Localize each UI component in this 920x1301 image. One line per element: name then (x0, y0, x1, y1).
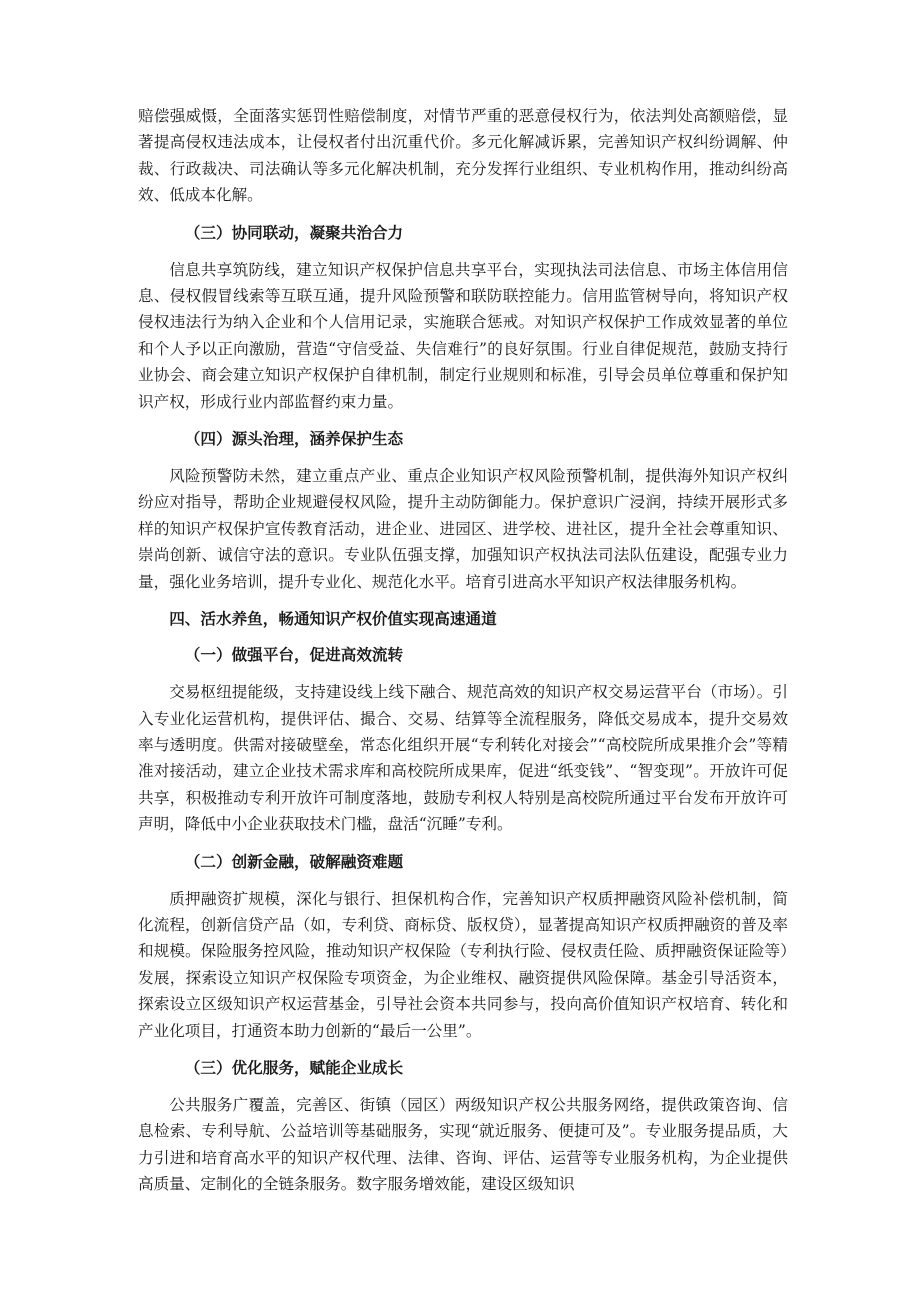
section-heading: （三）协同联动，凝聚共治合力 (184, 223, 404, 242)
section-heading: （三）优化服务，赋能企业成长 (184, 1058, 404, 1077)
section-heading: （一）做强平台，促进高效流转 (184, 646, 404, 665)
paragraph: 信息共享筑防线，建立知识产权保护信息共享平台，实现执法司法信息、市场主体信用信息、侵权假冒线索等互联互通，提升风险预警和联防联控能力。信用监管树导向，将知识产权侵权违法行为纳入企业和个人信用记录，实施联合惩戒。对知识产权保护工作成效显著的单位和个人予以正向激励，营造“守信受益、失信难行”的良好氛围。行业自律促规范，鼓励支持行业协会、商会建立知识产权保护自律机制，制定行业规则和标准，引导会员单位尊重和保护知识产权，形成行业内部监督约束力量。 (138, 260, 788, 411)
section-heading: （二）创新金融，破解融资难题 (184, 852, 404, 871)
paragraph: 公共服务广覆盖，完善区、街镇（园区）两级知识产权公共服务网络，提供政策咨询、信息检索、专利导航、公益培训等基础服务，实现“就近服务、便捷可及”。专业服务提品质，大力引进和培育高水平的知识产权代理、法律、咨询、评估、运营等专业服务机构，为企业提供高质量、定制化的全链条服务。数字服务增效能，建设区级知识 (138, 1095, 788, 1194)
section-heading: （四）源头治理，涵养保护生态 (184, 430, 404, 449)
paragraph: 风险预警防未然，建立重点产业、重点企业知识产权风险预警机制，提供海外知识产权纠纷应对指导，帮助企业规避侵权风险，提升主动防御能力。保护意识广浸润，持续开展形式多样的知识产权保护宣传教育活动，进企业、进园区、进学校、进社区，提升全社会尊重知识、崇尚创新、诚信守法的意识。专业队伍强支撑，加强知识产权执法司法队伍建设，配强专业力量，强化业务培训，提升专业化、规范化水平。培育引进高水平知识产权法律服务机构。 (138, 467, 788, 591)
paragraph: 交易枢纽提能级，支持建设线上线下融合、规范高效的知识产权交易运营平台（市场）。引入专业化运营机构，提供评估、撮合、交易、结算等全流程服务，降低交易成本，提升交易效率与透明度。供需对接破壁垒，常态化组织开展“专利转化对接会”“高校院所成果推介会”等精准对接活动，建立企业技术需求库和高校院所成果库，促进“纸变钱”、“智变现”。开放许可促共享，积极推动专利开放许可制度落地，鼓励专利权人特别是高校院所通过平台发布开放许可声明，降低中小企业获取技术门槛，盘活“沉睡”专利。 (138, 683, 788, 834)
paragraph: 赔偿强威慑，全面落实惩罚性赔偿制度，对情节严重的恶意侵权行为，依法判处高额赔偿，显著提高侵权违法成本，让侵权者付出沉重代价。多元化解减诉累，完善知识产权纠纷调解、仲裁、行政裁决、司法确认等多元化解决机制，充分发挥行业组织、专业机构作用，推动纠纷高效、低成本化解。 (138, 107, 788, 205)
document-page (138, 103, 788, 1198)
chapter-heading: 四、活水养鱼，畅通知识产权价值实现高速通道 (169, 610, 497, 629)
paragraph: 质押融资扩规模，深化与银行、担保机构合作，完善知识产权质押融资风险补偿机制，简化流程，创新信贷产品（如，专利贷、商标贷、版权贷），显著提高知识产权质押融资的普及率和规模。保险服务控风险，推动知识产权保险（专利执行险、侵权责任险、质押融资保证险等）发展，探索设立知识产权保险专项资金，为企业维权、融资提供风险保障。基金引导活资本，探索设立区级知识产权运营基金，引导社会资本共同参与，投向高价值知识产权培育、转化和产业化项目，打通资本助力创新的“最后一公里”。 (138, 889, 788, 1040)
